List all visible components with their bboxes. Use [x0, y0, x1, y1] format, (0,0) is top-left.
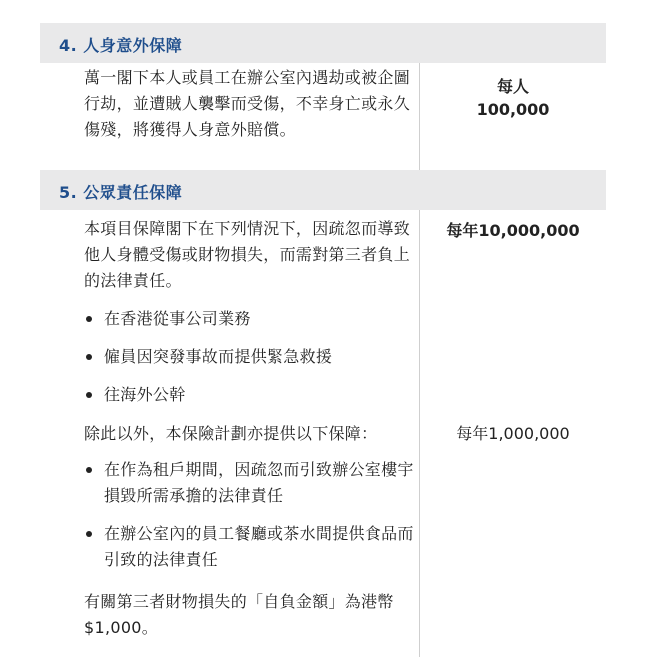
- section-5-deductible-note: 有關第三者財物損失的「自負金額」為港幣$1,000。: [84, 592, 394, 637]
- section-4-description: 萬一閣下本人或員工在辦公室內遇劫或被企圖行劫，並遭賊人襲擊而受傷，不幸身亡或永久傷殘，將獲得人身意外賠償。: [84, 68, 411, 139]
- section-5-amount-main: 每年10,000,000: [446, 221, 580, 240]
- list-item: 在香港從事公司業務: [84, 306, 414, 332]
- section-5-extra-bullet-list: [84, 457, 414, 573]
- bullet-dot-icon: [86, 316, 92, 322]
- list-item: 在作為租戶期間，因疏忽而引致辦公室樓宇損毀所需承擔的法律責任: [84, 457, 414, 509]
- section-5-amount-extra: 每年1,000,000: [456, 424, 570, 443]
- section-5-header: [40, 170, 606, 210]
- list-item: 僱員因突發事故而提供緊急救援: [84, 344, 414, 370]
- section-5-extra-intro: 除此以外，本保險計劃亦提供以下保障：: [84, 424, 378, 443]
- bullet-dot-icon: [86, 354, 92, 360]
- section-4-amount-value: 100,000: [476, 100, 550, 119]
- section-4-amount-label: 每人: [496, 77, 529, 96]
- list-item: 在辦公室內的員工餐廳或茶水間提供食品而引致的法律責任: [84, 521, 414, 573]
- bullet-dot-icon: [86, 467, 92, 473]
- section-4-title: 4. 人身意外保障: [59, 36, 183, 55]
- section-5-title: 5. 公眾責任保障: [59, 183, 183, 202]
- bullet-dot-icon: [86, 392, 92, 398]
- section-4-header: [40, 23, 606, 63]
- list-item: 往海外公幹: [84, 382, 414, 408]
- section-5-description: 本項目保障閣下在下列情況下，因疏忽而導致他人身體受傷或財物損失，而需對第三者負上的法律責任。: [84, 219, 411, 290]
- bullet-dot-icon: [86, 531, 92, 537]
- section-5-bullet-list: [84, 306, 414, 408]
